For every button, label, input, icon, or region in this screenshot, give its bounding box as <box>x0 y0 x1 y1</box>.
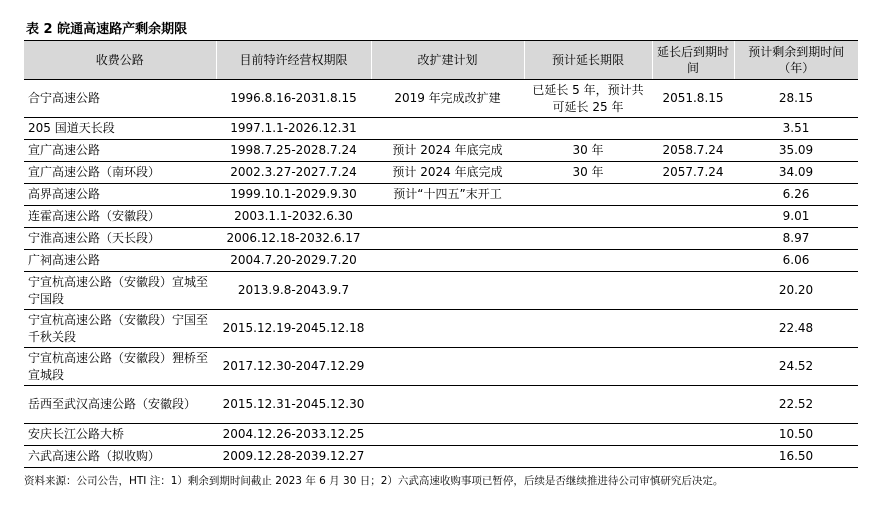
cell-extension <box>524 424 652 446</box>
col-header-new-expiry: 延长后到期时间 <box>652 41 734 80</box>
cell-remaining: 3.51 <box>734 118 858 140</box>
cell-extension <box>524 184 652 206</box>
table-row <box>24 228 858 250</box>
cell-new-expiry <box>652 228 734 250</box>
table-row <box>24 446 858 468</box>
table-row <box>24 310 858 348</box>
cell-remaining: 20.20 <box>734 272 858 310</box>
cell-new-expiry <box>652 424 734 446</box>
cell-plan <box>371 272 524 310</box>
cell-extension <box>524 250 652 272</box>
cell-road: 宁宣杭高速公路（安徽段）宁国至千秋关段 <box>24 310 216 348</box>
cell-remaining: 10.50 <box>734 424 858 446</box>
cell-period: 1996.8.16-2031.8.15 <box>216 80 371 118</box>
cell-new-expiry <box>652 386 734 424</box>
cell-period: 2015.12.31-2045.12.30 <box>216 386 371 424</box>
cell-new-expiry: 2051.8.15 <box>652 80 734 118</box>
cell-new-expiry <box>652 310 734 348</box>
cell-period: 2002.3.27-2027.7.24 <box>216 162 371 184</box>
col-header-plan: 改扩建计划 <box>371 41 524 80</box>
cell-extension <box>524 272 652 310</box>
cell-remaining: 16.50 <box>734 446 858 468</box>
cell-plan: 预计“十四五”末开工 <box>371 184 524 206</box>
cell-extension: 30 年 <box>524 140 652 162</box>
cell-plan: 预计 2024 年底完成 <box>371 162 524 184</box>
table-row <box>24 206 858 228</box>
col-header-extension: 预计延长期限 <box>524 41 652 80</box>
header-row <box>24 41 858 80</box>
table-row <box>24 184 858 206</box>
cell-extension: 已延长 5 年，预计共可延长 25 年 <box>524 80 652 118</box>
cell-road: 高界高速公路 <box>24 184 216 206</box>
cell-road: 广祠高速公路 <box>24 250 216 272</box>
cell-period: 2003.1.1-2032.6.30 <box>216 206 371 228</box>
cell-new-expiry <box>652 250 734 272</box>
cell-plan: 预计 2024 年底完成 <box>371 140 524 162</box>
cell-remaining: 24.52 <box>734 348 858 386</box>
cell-remaining: 22.52 <box>734 386 858 424</box>
col-header-remaining: 预计剩余到期时间（年） <box>734 41 858 80</box>
cell-remaining: 6.26 <box>734 184 858 206</box>
footnote: 资料来源：公司公告，HTI 注：1）剩余到期时间截止 2023 年 6 月 30 日；2）六武高速收购事项已暂停，后续是否继续推进待公司审慎研究后决定。 <box>24 475 724 487</box>
cell-period: 2017.12.30-2047.12.29 <box>216 348 371 386</box>
cell-remaining: 6.06 <box>734 250 858 272</box>
cell-road: 205 国道天长段 <box>24 118 216 140</box>
cell-period: 2006.12.18-2032.6.17 <box>216 228 371 250</box>
cell-new-expiry <box>652 184 734 206</box>
cell-plan <box>371 118 524 140</box>
expiry-table <box>24 41 858 468</box>
table-body <box>24 80 858 468</box>
cell-new-expiry: 2058.7.24 <box>652 140 734 162</box>
cell-plan <box>371 386 524 424</box>
cell-road: 连霍高速公路（安徽段） <box>24 206 216 228</box>
cell-period: 1998.7.25-2028.7.24 <box>216 140 371 162</box>
cell-extension <box>524 206 652 228</box>
cell-period: 2009.12.28-2039.12.27 <box>216 446 371 468</box>
cell-road: 宁宣杭高速公路（安徽段）宣城至宁国段 <box>24 272 216 310</box>
cell-road: 合宁高速公路 <box>24 80 216 118</box>
cell-extension <box>524 348 652 386</box>
table-container <box>24 20 858 489</box>
table-row <box>24 80 858 118</box>
cell-plan <box>371 228 524 250</box>
cell-new-expiry <box>652 118 734 140</box>
cell-remaining: 22.48 <box>734 310 858 348</box>
cell-new-expiry <box>652 446 734 468</box>
cell-new-expiry <box>652 272 734 310</box>
cell-extension <box>524 386 652 424</box>
cell-remaining: 28.15 <box>734 80 858 118</box>
cell-plan <box>371 310 524 348</box>
cell-extension <box>524 118 652 140</box>
cell-remaining: 34.09 <box>734 162 858 184</box>
col-header-road: 收费公路 <box>24 41 216 80</box>
table-row <box>24 424 858 446</box>
cell-period: 1999.10.1-2029.9.30 <box>216 184 371 206</box>
cell-road: 宁淮高速公路（天长段） <box>24 228 216 250</box>
cell-extension: 30 年 <box>524 162 652 184</box>
cell-remaining: 9.01 <box>734 206 858 228</box>
cell-road: 安庆长江公路大桥 <box>24 424 216 446</box>
cell-period: 1997.1.1-2026.12.31 <box>216 118 371 140</box>
table-row <box>24 386 858 424</box>
cell-period: 2004.7.20-2029.7.20 <box>216 250 371 272</box>
cell-road: 宁宣杭高速公路（安徽段）狸桥至宣城段 <box>24 348 216 386</box>
cell-plan <box>371 424 524 446</box>
table-row <box>24 272 858 310</box>
cell-new-expiry <box>652 206 734 228</box>
cell-plan <box>371 206 524 228</box>
table-title: 表 2 皖通高速路产剩余期限 <box>24 20 858 41</box>
cell-remaining: 8.97 <box>734 228 858 250</box>
cell-plan <box>371 348 524 386</box>
cell-new-expiry: 2057.7.24 <box>652 162 734 184</box>
table-row <box>24 348 858 386</box>
cell-extension <box>524 310 652 348</box>
cell-road: 岳西至武汉高速公路（安徽段） <box>24 386 216 424</box>
table-row <box>24 140 858 162</box>
col-header-period: 目前特许经营权期限 <box>216 41 371 80</box>
cell-period: 2015.12.19-2045.12.18 <box>216 310 371 348</box>
cell-road: 宣广高速公路 <box>24 140 216 162</box>
cell-period: 2004.12.26-2033.12.25 <box>216 424 371 446</box>
cell-road: 宣广高速公路（南环段） <box>24 162 216 184</box>
cell-period: 2013.9.8-2043.9.7 <box>216 272 371 310</box>
cell-plan <box>371 250 524 272</box>
cell-road: 六武高速公路（拟收购） <box>24 446 216 468</box>
table-row <box>24 250 858 272</box>
cell-plan <box>371 446 524 468</box>
table-row <box>24 118 858 140</box>
cell-extension <box>524 446 652 468</box>
cell-new-expiry <box>652 348 734 386</box>
cell-remaining: 35.09 <box>734 140 858 162</box>
table-row <box>24 162 858 184</box>
cell-plan: 2019 年完成改扩建 <box>371 80 524 118</box>
cell-extension <box>524 228 652 250</box>
